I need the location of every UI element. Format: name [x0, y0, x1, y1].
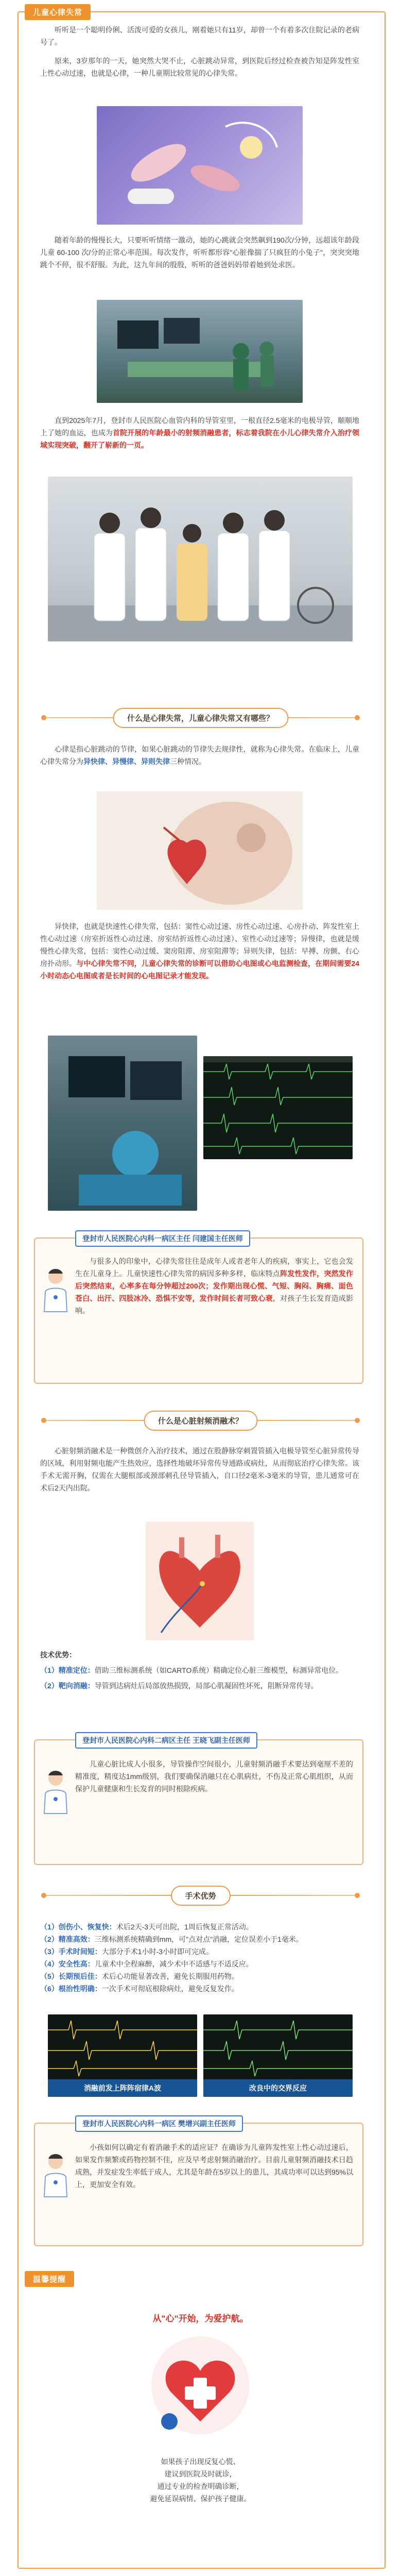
arrhythmia-types-paragraph: 异快律，也就是快速性心律失常，包括：窦性心动过速、房性心动过速、心房扑动、阵发性室上性心动过速（房室折返性心动过速、房室结折返性心动过速）、室性心动过速等；异慢律，也就是缓慢性心律失常，包括：窦性心动过缓、窦房阻滞、房室阻滞等；异则失律，包括：早搏、房颤、右心房扑动形。与中心律失常不同，儿童心律失常的诊断可以借助心电图或心电监测检查，在期间需要24小时动态心电图或者是长时间的心电图记录才能发现。: [40, 922, 360, 980]
section-tag-arrhythmia: 儿童心律失常: [25, 4, 91, 20]
heart-catheter-illustration: [146, 1522, 254, 1640]
reminder-line: 如果孩子出现反复心慌、: [161, 2458, 240, 2466]
team-photo-image: [48, 477, 353, 641]
heart-anatomy-image: [97, 791, 303, 910]
heart-care-icon: [146, 2329, 254, 2442]
section-title: 什么是心脏射频消融术？: [144, 1411, 257, 1431]
heart-catheter-image: [146, 1522, 254, 1640]
surgery-advantage-item: （2）精准高效：三维标测系统精确到mm，可"点对点"消融，定位误差小于1毫米。: [40, 1935, 303, 1943]
heart-anatomy-illustration: [97, 791, 303, 910]
reminder-line: 通过专业的检查明确诊断，: [157, 2482, 244, 2490]
section-title: 手术优势: [170, 1886, 230, 1906]
doctor-quote-card-1: [34, 1230, 363, 1385]
surgery-monitor-image: [48, 1036, 197, 1211]
ecg-waveform-display: [203, 1056, 353, 1159]
tech-advantage-2: （2）靶向消融：导管到达病灶后局部放热损毁，局部心肌凝固性坏死，阻断异常传导。: [40, 1682, 318, 1690]
pills-illustration: [97, 106, 303, 225]
tech-advantage-1: （1）精准定位：借助三维标测系统（如CARTO系统）精确定位心脏三维模型，标测异常电位。: [40, 1666, 343, 1674]
doctor-title: 登封市人民医院心内科一病区主任 闫建国主任医师: [75, 1230, 250, 1247]
surgery-advantage-item: （1）创伤小、恢复快：术后2天-3天可出院，1周后恢复正常活动。: [40, 1923, 253, 1931]
intro-paragraph-4: 直到2025年7月，登封市人民医院心血管内科的导管室里，一根直径2.5毫米的电极导管，顺顺地上了她的血运，也成为首院开展的年龄最小的射频消融患者，标志着我院在小儿心律失常介入治疗领域实现突破，翻开了崭新的一页。: [40, 416, 360, 449]
reminder-lines: [0, 2455, 401, 2505]
team-photo-scene: [48, 477, 353, 641]
surgery-advantage-item: （3）手术时间短：大部分手术1小时-3小时即可完成。: [40, 1947, 214, 1956]
section-header-what-is-arrhythmia: [0, 700, 401, 736]
surgery-advantage-list: [40, 1921, 359, 1995]
surgery-advantage-item: （4）安全性高：儿童术中全程麻醉，减少术中不适感与不适反应。: [40, 1960, 253, 1968]
surgery-monitor-scene: [48, 1036, 197, 1211]
doctor-avatar-icon: [41, 1768, 70, 1815]
doctor-quote-text: 小孩如何以确定有着消融手术的适应证？在确诊为儿童阵发性室上性心动过速后，如果发作频繁或药物控制不佳，应及早考虑射频消融治疗。目前儿童射频消融技术日趋成熟，并发症发生率低于成人，尤其是年龄在5岁以上的患儿，其成功率可以达到95%以上，更加安全有效。: [75, 2143, 353, 2189]
intro-paragraph-2: 原来，3岁那年的一天，她突然大哭不止，心脏跳动异常，到医院后经过检查被告知是阵发性室上性心动过速，也就是心律，一种儿童期比较常见的心律失常。: [40, 57, 359, 77]
arrhythmia-definition-paragraph: 心律是指心脏跳动的节律，如果心脏跳动的节律失去规律性，就称为心律失常。在临床上，儿童心律失常分为异快律、异慢律、异则失律三种情况。: [40, 745, 359, 766]
tech-advantages-title: 技术优势：: [40, 1651, 76, 1659]
doctor-avatar-icon: [41, 1266, 70, 1313]
intro-paragraph-3: 随着年龄的慢慢长大，只要听听情绪一激动，她的心跳就会突然飙到190次/分钟，远超该年龄段儿童 60-100 次/分的正常心率范围。每次发作，听听都形容"心脏像揣了只疯狂的小兔子"，突突突地跳个不停，很不舒服。为此，这九年间的殷殷，听听的爸爸妈妈带着她到处求医。: [40, 236, 359, 269]
doctor-quote-text: 与很多人的印象中，心律失常往往是成年人或者老年人的疾病，事实上，它也会发生在儿童身上。儿童快速性心律失常的病因多种多样，临床特点阵发性发作，突然发作后突然结束，心率多在每分钟超过200次；发作期出现心慌、气短、胸闷、胸痛、面色苍白、出汗、四肢冰冷、恐惧不安等，发作时间长者可致心衰，对孩子生长发育造成影响。: [75, 1257, 354, 1315]
surgery-advantage-item: （6）根治性明确：一次手术可彻底根除病灶，避免反复发作。: [40, 1985, 239, 1993]
reminder-slogan: 从"心"开始，为爱护航。: [152, 2314, 249, 2324]
ecg-waveform-image: [203, 1056, 353, 1159]
surgery-advantage-item: （5）长期预后佳：术后心功能显著改善，避免长期服用药物。: [40, 1972, 239, 1980]
technical-advantages: [40, 1649, 359, 1692]
section-header-ablation: [0, 1402, 401, 1438]
ecg-during-ablation-image: [203, 2014, 353, 2097]
reminder-line: 避免延误病情、保护孩子健康。: [150, 2495, 251, 2503]
reminder-line: 建议到医院及时就诊，: [164, 2470, 237, 2478]
ablation-description-paragraph: 心脏射频消融术是一种微创介入治疗技术，通过在股静脉穿刺置管插入电极导管至心脏异常传导的区域，利用射频电能产生热效应，选择性地破坏异常传导通路或病灶，从而彻底治疗心律失常。该手术无需开胸，仅需在大腿根部或颈部刺孔径导管插入，自口径2毫米-3毫米的导管，患儿通常可在术后2天内出院。: [40, 1447, 359, 1492]
doctor-quote-card-3: [34, 2115, 363, 2249]
section-tag-reminder: 温馨提醒: [25, 2271, 74, 2287]
ecg-before-ablation-image: [48, 2014, 197, 2097]
ecg-before-caption: 消融前发上阵阵宿律A波: [48, 2079, 197, 2097]
ecg-during-caption: 改良中的交界反应: [203, 2079, 353, 2097]
heart-care-illustration: [146, 2329, 254, 2442]
doctor-quote-card-2: [34, 1732, 363, 1871]
intro-paragraph-1: 听听是一个聪明伶俐、活泼可爱的女孩儿，刚着她只有11岁，却曾一个有着多次住院记录的老病号了。: [40, 26, 359, 46]
doctor-quote-text: 儿童心脏比成人小很多，导管操作空间很小，儿童射频消融手术要达到毫厘不差的精准度，精度达1mm级别，我们要确保消融只在心肌病灶，不伤及正常心肌组织，从而保护儿童健康和生长发育的同时根除疾病。: [75, 1760, 353, 1793]
operating-room-image: [97, 300, 303, 403]
illustration-pills-image: [97, 106, 303, 225]
doctor-title: 登封市人民医院心内科二病区主任 王晓飞副主任医师: [75, 1732, 257, 1749]
section-title: 什么是心律失常，儿童心律失常又有哪些？: [113, 708, 288, 728]
doctor-avatar-icon: [41, 2151, 70, 2198]
operating-room-scene: [97, 300, 303, 403]
section-header-surgery-advantages: [0, 1877, 401, 1913]
doctor-title: 登封市人民医院心内科一病区 樊增兴副主任医师: [75, 2115, 243, 2132]
